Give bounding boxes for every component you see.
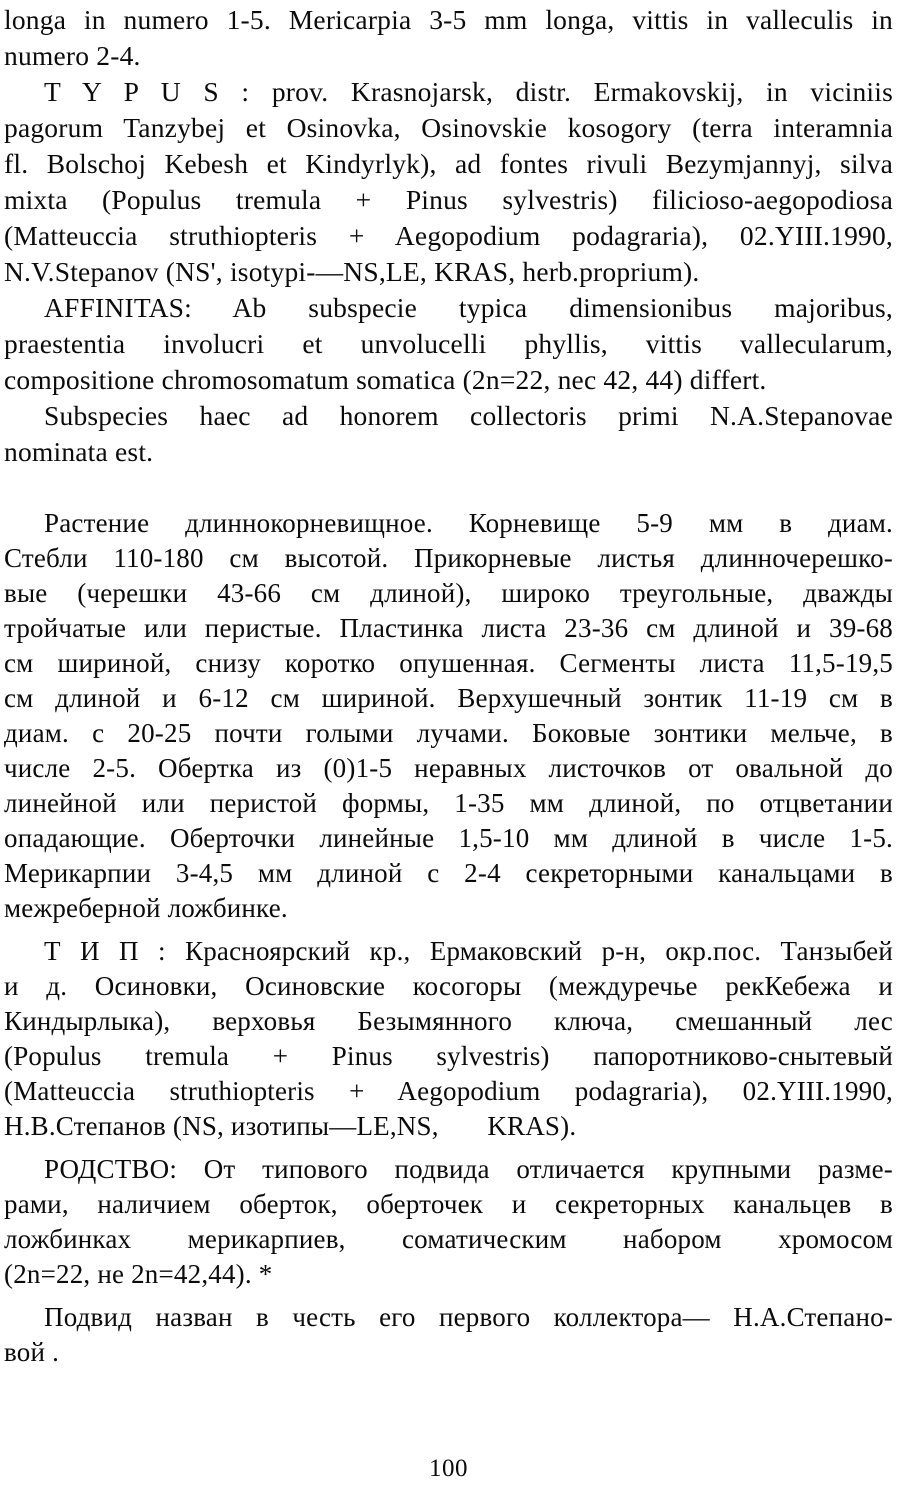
text-line: Т И П : Красноярский кр., Ермаковский р-н, окр.пос. Танзыбей xyxy=(44,936,893,966)
page-number: 100 xyxy=(429,1455,468,1482)
text-line: Растение длиннокорневищное. Корневище 5-9 мм в диам. xyxy=(44,508,893,538)
text-line: compositione chromosomatum somatica (2n=22, nec 42, 44) differt. xyxy=(4,364,767,395)
text-line: опадающие. Оберточки линейные 1,5-10 мм длиной в числе 1-5. xyxy=(4,823,893,853)
paragraph-tip-russian xyxy=(4,934,893,1144)
text-body xyxy=(4,2,893,1370)
text-line: линейной или перистой формы, 1-35 мм длиной, по отцветании xyxy=(4,788,893,818)
text-line: см шириной, снизу коротко опушенная. Сегменты листа 11,5-19,5 xyxy=(4,648,893,678)
page-footer xyxy=(4,1454,893,1484)
text-line: T Y P U S : prov. Krasnojarsk, distr. Ermakovskij, in viciniis xyxy=(44,76,893,107)
text-line: (Matteuccia struthiopteris + Aegopodium podagraria), 02.YIII.1990, xyxy=(4,220,893,251)
text-line: mixta (Populus tremula + Pinus sylvestris) filicioso-aegopodiosa xyxy=(4,184,893,215)
paragraph-latin-continuation xyxy=(4,2,893,74)
text-line: Стебли 110-180 см высотой. Прикорневые листья длинночерешко- xyxy=(4,543,893,573)
text-line: (Matteuccia struthiopteris + Aegopodium podagraria), 02.YIII.1990, xyxy=(4,1076,893,1106)
paragraph-russian-description xyxy=(4,506,893,926)
text-line: см длиной и 6-12 см шириной. Верхушечный зонтик 11-19 см в xyxy=(4,683,893,713)
text-line: числе 2-5. Обертка из (0)1-5 неравных листочков от овальной до xyxy=(4,753,893,783)
text-line: pagorum Tanzybej et Osinovka, Osinovskie kosogory (terra interamnia xyxy=(4,112,893,143)
text-line: ложбинках мерикарпиев, соматическим набором хромосом xyxy=(4,1224,893,1254)
text-line: Subspecies haec ad honorem collectoris primi N.A.Stepanovae xyxy=(44,400,893,431)
text-line: и д. Осиновки, Осиновские косогоры (междуречье рекКебежа и xyxy=(4,971,893,1001)
text-line: praestentia involucri et unvolucelli phyllis, vittis vallecularum, xyxy=(4,328,893,359)
paragraph-typus-latin xyxy=(4,74,893,290)
text-line: Мерикарпии 3-4,5 мм длиной с 2-4 секреторными канальцами в xyxy=(4,858,893,888)
text-line: Н.В.Степанов (NS, изотипы—LE,NS, KRAS). xyxy=(4,1111,577,1141)
paragraph-rodstvo xyxy=(4,1152,893,1292)
text-line: РОДСТВО: От типового подвида отличается крупными разме- xyxy=(44,1154,893,1184)
text-line: nominata est. xyxy=(4,436,154,467)
text-line: Подвид назван в честь его первого коллектора— Н.А.Степано- xyxy=(44,1302,893,1332)
paragraph-dedication-latin xyxy=(4,398,893,470)
text-line: (2n=22, не 2n=42,44). * xyxy=(4,1259,273,1289)
paragraph-dedication-russian xyxy=(4,1300,893,1370)
text-line: AFFINITAS: Ab subspecie typica dimensionibus majoribus, xyxy=(44,292,893,323)
text-line: вые (черешки 43-66 см длиной), широко треугольные, дважды xyxy=(4,578,893,608)
text-line: рами, наличием оберток, оберточек и секреторных канальцев в xyxy=(4,1189,893,1219)
paragraph-affinitas xyxy=(4,290,893,398)
text-line: numero 2-4. xyxy=(4,40,141,71)
text-line: (Populus tremula + Pinus sylvestris) папоротниково-снытевый xyxy=(4,1041,893,1071)
text-line: межреберной ложбинке. xyxy=(4,893,288,923)
text-line: тройчатые или перистые. Пластинка листа 23-36 см длиной и 39-68 xyxy=(4,613,893,643)
text-line: fl. Bolschoj Kebesh et Kindyrlyk), ad fontes rivuli Bezymjannyj, silva xyxy=(4,148,893,179)
text-line: вой . xyxy=(4,1337,60,1367)
text-line: N.V.Stepanov (NS', isotypi-—NS,LE, KRAS, herb.proprium). xyxy=(4,256,700,287)
text-line: Киндырлыка), верховья Безымянного ключа, смешанный лес xyxy=(4,1006,893,1036)
text-line: longa in numero 1-5. Mericarpia 3-5 mm longa, vittis in valleculis in xyxy=(4,4,893,35)
text-line: диам. с 20-25 почти голыми лучами. Боковые зонтики мельче, в xyxy=(4,718,893,748)
